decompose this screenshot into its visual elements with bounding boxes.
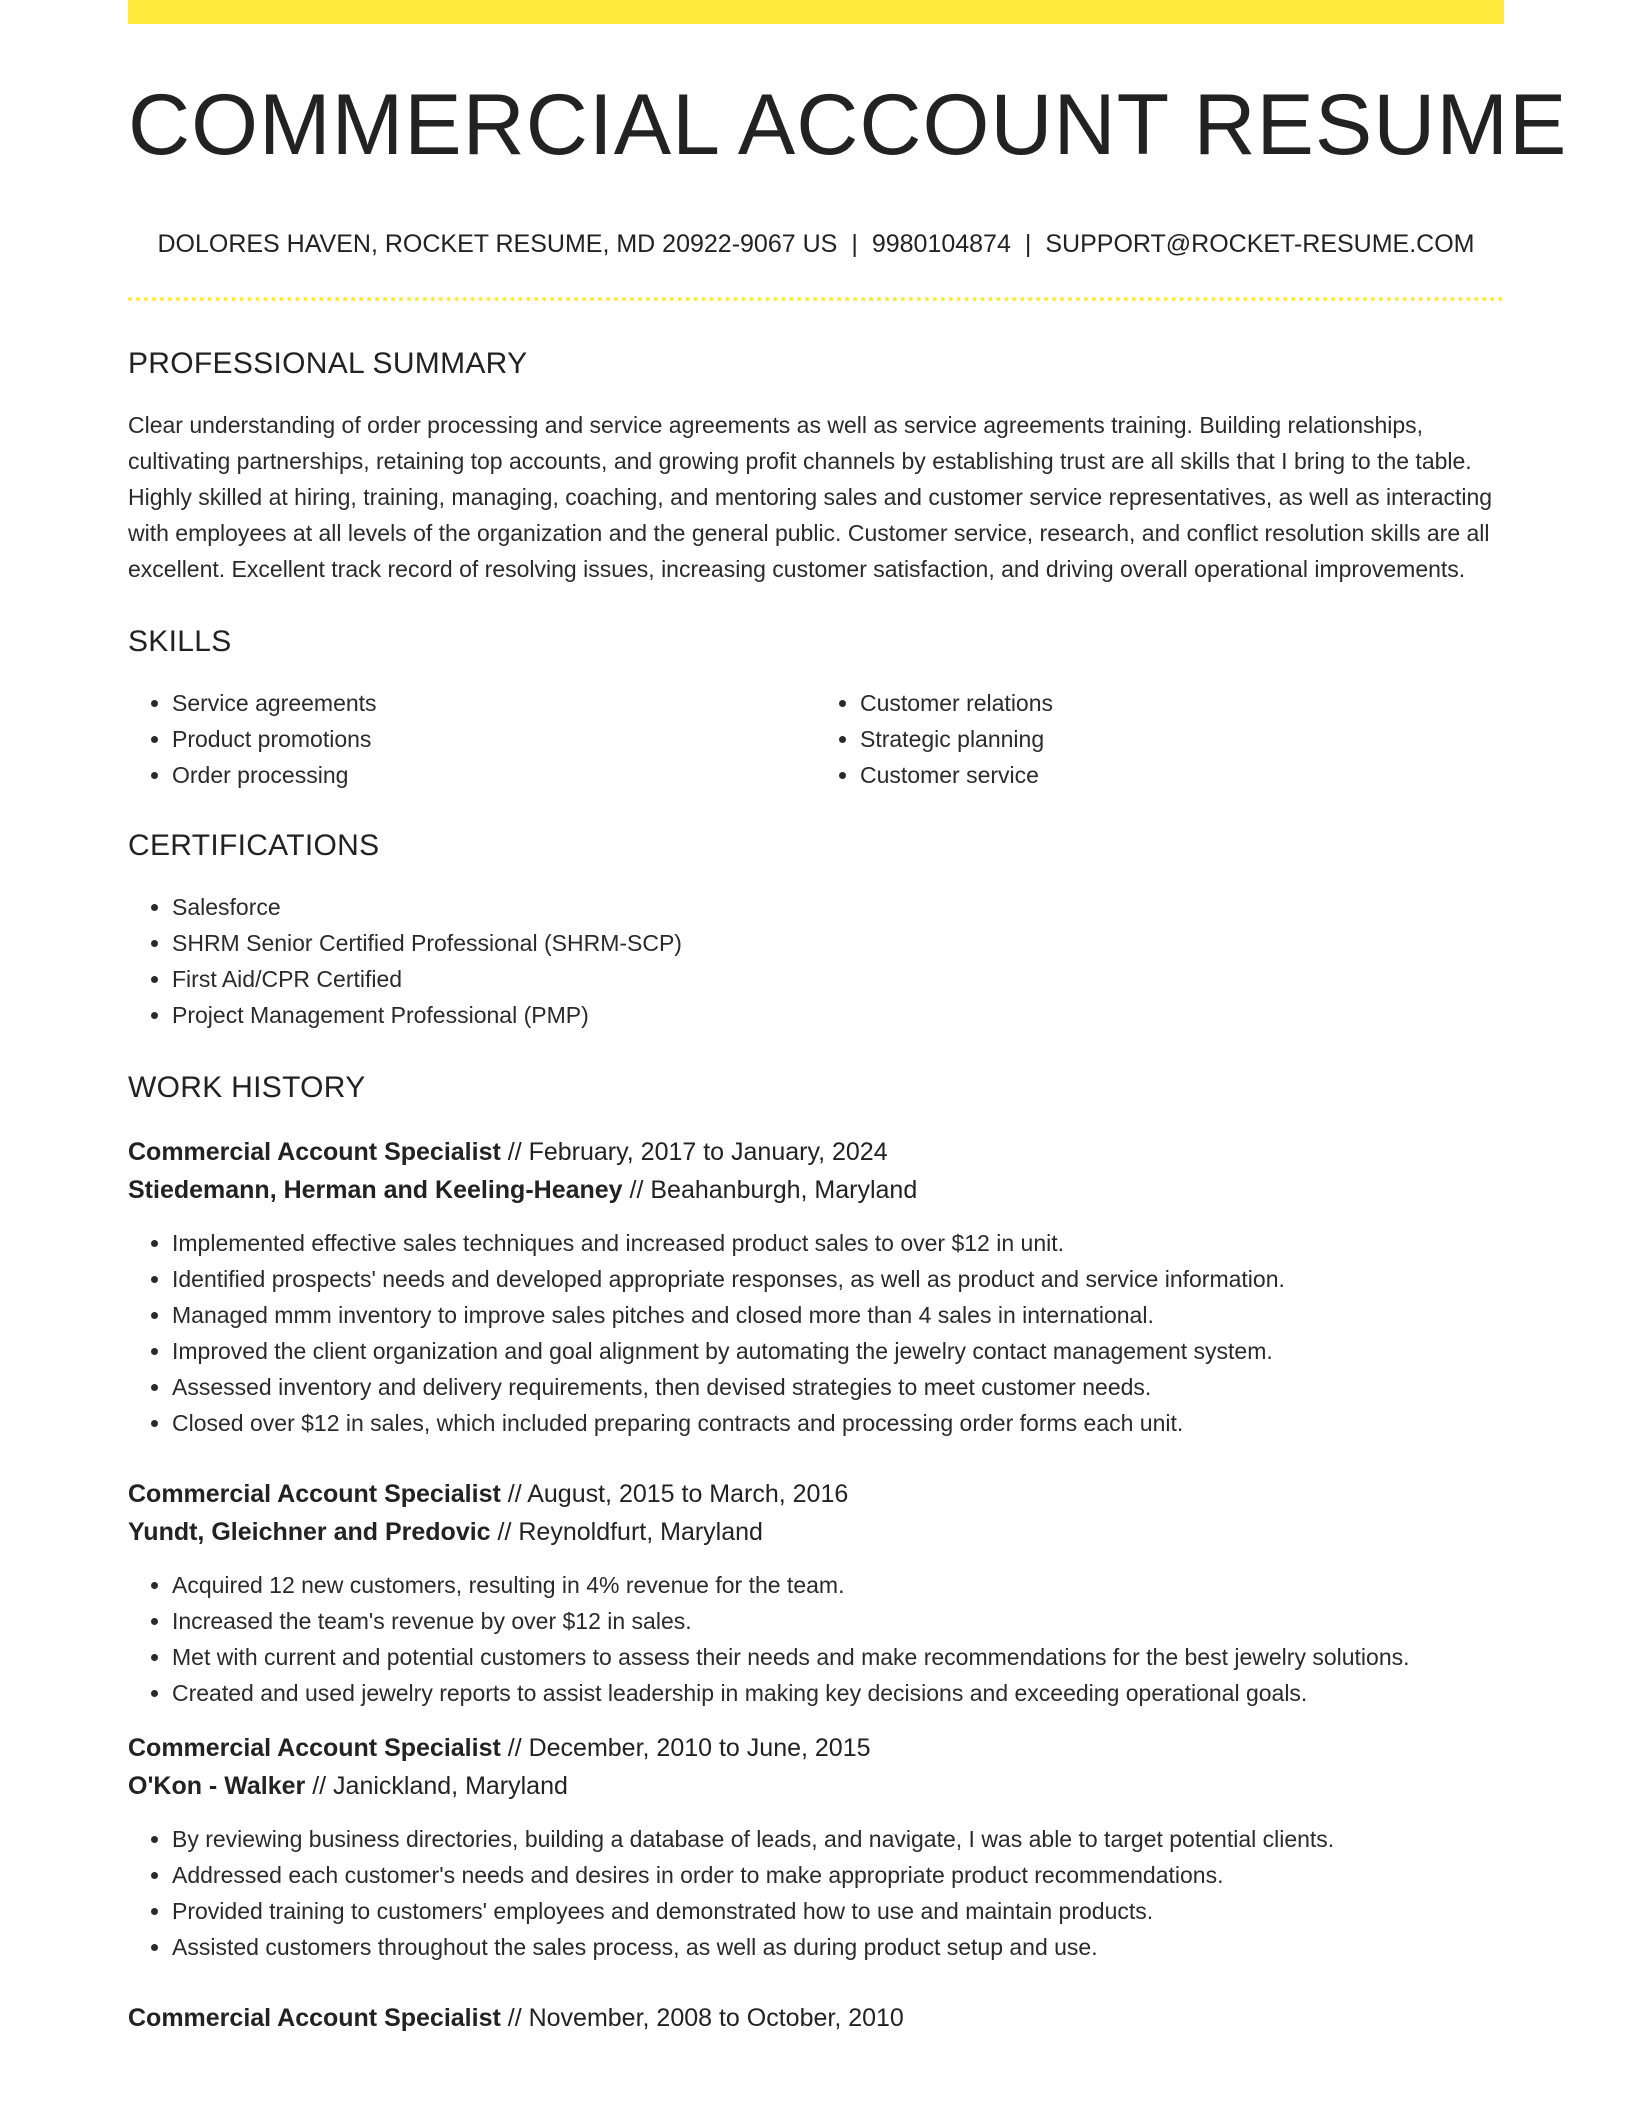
contact-address: DOLORES HAVEN, ROCKET RESUME, MD 20922-9067 US [157, 230, 838, 258]
contact-email: SUPPORT@ROCKET-RESUME.COM [1045, 230, 1475, 258]
job-bullet: • Improved the client organization and goal alignment by automating the jewelry contact management system. [172, 1333, 1504, 1369]
job-location: // Beahanburgh, Maryland [622, 1176, 918, 1204]
job-company: O'Kon - Walker [128, 1772, 306, 1800]
job-dates: // November, 2008 to October, 2010 [500, 2004, 904, 2032]
job-role: Commercial Account Specialist [128, 1480, 501, 1508]
job-bullet: • Identified prospects' needs and developed appropriate responses, as well as product and service information. [172, 1261, 1504, 1297]
job-company-line [128, 1171, 1504, 1209]
job-bullet: • Assisted customers throughout the sales process, as well as during product setup and use. [172, 1929, 1504, 1965]
contact-separator: | [1024, 230, 1032, 258]
job-entry [128, 1475, 1504, 1711]
job-role-line [128, 1475, 1504, 1513]
job-dates: // August, 2015 to March, 2016 [500, 1480, 849, 1508]
skill-item: • Product promotions [172, 721, 816, 757]
skill-item: • Customer relations [860, 685, 1504, 721]
job-role-line [128, 1729, 1504, 1767]
job-bullet: • Created and used jewelry reports to assist leadership in making key decisions and exceeding operational goals. [172, 1675, 1504, 1711]
job-bullet: • Met with current and potential customers to assess their needs and make recommendations for the best jewelry solutions. [172, 1639, 1504, 1675]
certification-item: • SHRM Senior Certified Professional (SHRM-SCP) [172, 925, 1504, 961]
skills-heading: SKILLS [128, 625, 232, 658]
job-bullets [128, 1821, 1504, 1965]
skills-column-left [128, 685, 816, 793]
certification-item: • First Aid/CPR Certified [172, 961, 1504, 997]
job-dates: // December, 2010 to June, 2015 [500, 1734, 871, 1762]
job-entry [128, 1999, 1504, 2037]
skills-list [128, 685, 1504, 793]
job-bullets [128, 1567, 1504, 1711]
job-bullets [128, 1225, 1504, 1441]
job-bullet: • Managed mmm inventory to improve sales pitches and closed more than 4 sales in international. [172, 1297, 1504, 1333]
job-bullet: • Increased the team's revenue by over $12 in sales. [172, 1603, 1504, 1639]
job-location: // Reynoldfurt, Maryland [490, 1518, 763, 1546]
work-history-heading: WORK HISTORY [128, 1071, 366, 1104]
job-company-line [128, 1513, 1504, 1551]
contact-separator: | [851, 230, 858, 258]
job-role-line [128, 1133, 1504, 1171]
summary-text: Clear understanding of order processing and service agreements as well as service agreements training. Building relationships, cultivating partnerships, retaining top accounts, and growing profit channels by establishing trust are all skills that I bring to the table. Highly skilled at hiring, training, managing, coaching, and mentoring sales and customer service representatives, as well as interacting with employees at all levels of the organization and the general public. Customer service, research, and conflict resolution skills are all excellent. Excellent track record of resolving issues, increasing customer satisfaction, and driving overall operational improvements. [128, 412, 1493, 582]
certifications-list [128, 889, 1504, 1033]
job-bullet: • Assessed inventory and delivery requirements, then devised strategies to meet customer needs. [172, 1369, 1504, 1405]
resume-page [128, 0, 1568, 2037]
job-bullet: • Addressed each customer's needs and desires in order to make appropriate product recommendations. [172, 1857, 1504, 1893]
skill-item: • Service agreements [172, 685, 816, 721]
job-location: // Janickland, Maryland [305, 1772, 568, 1800]
job-role: Commercial Account Specialist [128, 1734, 501, 1762]
certifications-heading: CERTIFICATIONS [128, 829, 380, 862]
summary-heading: PROFESSIONAL SUMMARY [128, 347, 528, 380]
job-role-line [128, 1999, 1504, 2037]
skill-item: • Strategic planning [860, 721, 1504, 757]
job-company-line [128, 1767, 1504, 1805]
certification-item: • Salesforce [172, 889, 1504, 925]
job-entry [128, 1729, 1504, 1965]
certification-item: • Project Management Professional (PMP) [172, 997, 1504, 1033]
job-role: Commercial Account Specialist [128, 1138, 501, 1166]
job-bullet: • Acquired 12 new customers, resulting in 4% revenue for the team. [172, 1567, 1504, 1603]
job-company: Yundt, Gleichner and Predovic [128, 1518, 491, 1546]
job-dates: // February, 2017 to January, 2024 [500, 1138, 888, 1166]
dotted-divider [128, 297, 1504, 301]
skill-item: • Order processing [172, 757, 816, 793]
contact-phone: 9980104874 [871, 230, 1011, 258]
skill-item: • Customer service [860, 757, 1504, 793]
job-entry [128, 1133, 1504, 1441]
skills-column-right [816, 685, 1504, 793]
job-role: Commercial Account Specialist [128, 2004, 501, 2032]
job-company: Stiedemann, Herman and Keeling-Heaney [128, 1176, 623, 1204]
top-accent-bar [128, 0, 1504, 24]
job-bullet: • By reviewing business directories, building a database of leads, and navigate, I was able to target potential clients. [172, 1821, 1504, 1857]
resume-title: COMMERCIAL ACCOUNT RESUME [128, 77, 1568, 173]
job-bullet: • Closed over $12 in sales, which included preparing contracts and processing order forms each unit. [172, 1405, 1504, 1441]
job-bullet: • Provided training to customers' employees and demonstrated how to use and maintain products. [172, 1893, 1504, 1929]
job-bullet: • Implemented effective sales techniques and increased product sales to over $12 in unit. [172, 1225, 1504, 1261]
contact-line [128, 232, 1504, 257]
